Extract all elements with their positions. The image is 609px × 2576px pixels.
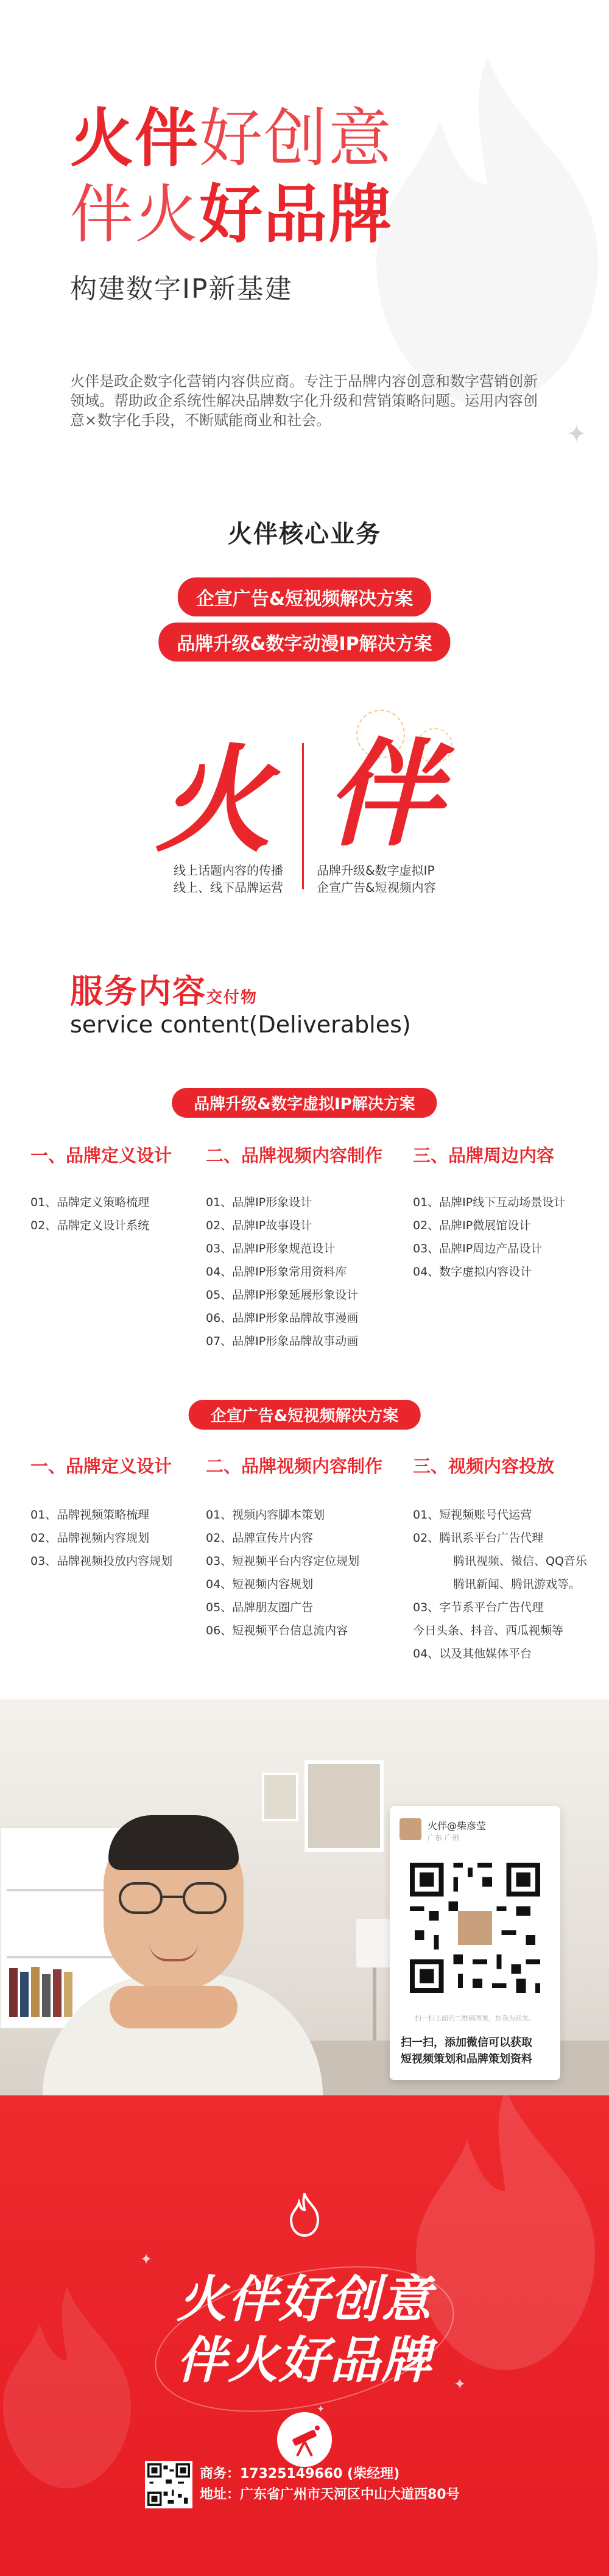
list-item: 03、短视频平台内容定位规划 — [206, 1554, 360, 1568]
wechat-location: 广东 广州 — [428, 1833, 459, 1842]
business-phone: 商务：17325149660 (柴经理) — [200, 2466, 400, 2482]
business-address: 地址：广东省广州市天河区中山大道西80号 — [200, 2487, 460, 2502]
list-item: 06、品牌IP形象品牌故事漫画 — [206, 1311, 359, 1325]
footer-slogan-1: 火伴好创意 — [177, 2271, 432, 2329]
sparkle-icon: ✦ — [454, 2376, 466, 2393]
qr-code-icon[interactable] — [145, 2461, 192, 2508]
list-item: 07、品牌IP形象品牌故事动画 — [206, 1335, 359, 1348]
plan-b-col-3-list — [413, 1503, 587, 1665]
list-item: 04、数字虚拟内容设计 — [413, 1265, 532, 1279]
list-item: 03、品牌IP周边产品设计 — [413, 1242, 543, 1255]
hero-subtitle: 构建数字IP新基建 — [70, 273, 293, 305]
plan-b-pill: 企宣广告&短视频解决方案 — [189, 1400, 421, 1430]
lamp-stand — [373, 1967, 376, 2041]
list-item: 04、品牌IP形象常用资料库 — [206, 1265, 347, 1279]
sparkle-icon: ✦ — [317, 2403, 325, 2415]
services-title-en: service content(Deliverables) — [70, 1011, 411, 1038]
list-item: 01、品牌IP形象设计 — [206, 1196, 312, 1209]
list-item: 今日头条、抖音、西瓜视频等 — [413, 1624, 564, 1637]
services-title-main: 服务内容 — [70, 972, 206, 1011]
list-item: 02、品牌IP故事设计 — [206, 1219, 312, 1232]
plan-b-col-2-head: 二、品牌视频内容制作 — [206, 1456, 383, 1477]
logo-left-caption — [174, 862, 283, 896]
person-hair — [108, 1815, 239, 1870]
plan-a-col-2-list — [206, 1191, 358, 1353]
glasses-icon — [119, 1882, 163, 1914]
list-item: 腾讯新闻、腾讯游戏等。 — [453, 1578, 581, 1591]
hero-line-2-red: 好品牌 — [199, 177, 393, 252]
logo-divider — [302, 743, 304, 889]
hero-line-1 — [70, 101, 393, 175]
footer-contact — [200, 2464, 460, 2505]
list-item: 02、品牌IP微展馆设计 — [413, 1219, 531, 1232]
wall-frame — [262, 1773, 298, 1821]
list-item: 01、品牌定义策略梳理 — [30, 1196, 150, 1209]
glasses-bridge — [163, 1896, 183, 1898]
caption-line: 品牌升级&数字虚拟IP — [317, 863, 435, 878]
plan-b-col-1-head: 一、品牌定义设计 — [30, 1456, 172, 1477]
plan-a-col-1-list — [30, 1191, 149, 1237]
list-item: 03、品牌视频投放内容规划 — [30, 1554, 173, 1568]
list-item: 05、品牌朋友圈广告 — [206, 1601, 314, 1614]
hero-line-1-thin: 好创意 — [199, 101, 393, 175]
list-item: 01、短视频账号代运营 — [413, 1508, 532, 1522]
list-item: 01、视频内容脚本策划 — [206, 1508, 325, 1522]
list-item: 06、短视频平台信息流内容 — [206, 1624, 348, 1637]
lamp — [356, 1919, 393, 1967]
list-item: 01、品牌IP线下互动场景设计 — [413, 1196, 566, 1209]
hero-line-2 — [70, 177, 393, 252]
plan-b-col-2-list — [206, 1503, 359, 1642]
caption-line: 线上、线下品牌运营 — [174, 880, 283, 895]
list-item: 02、品牌定义设计系统 — [30, 1219, 150, 1232]
footer — [0, 2095, 609, 2576]
wechat-tip: 扫一扫上面的二维码图案，加我为朋友。 — [415, 2014, 535, 2022]
list-item: 02、品牌宣传片内容 — [206, 1531, 314, 1545]
core-business-title: 火伴核心业务 — [228, 520, 381, 548]
wechat-name: 火伴@柴彦莹 — [428, 1820, 487, 1832]
logo-right-caption — [317, 862, 436, 896]
services-title — [70, 965, 258, 1012]
list-item: 01、品牌视频策略梳理 — [30, 1508, 150, 1522]
list-item: 02、腾讯系平台广告代理 — [413, 1531, 544, 1545]
services-title-small: 交付物 — [206, 989, 258, 1007]
logo-char-huo: 火 — [155, 733, 272, 868]
hero-line-2-thin: 伴火 — [70, 177, 200, 252]
plan-a-pill: 品牌升级&数字虚拟IP解决方案 — [172, 1088, 437, 1118]
wall-frame — [304, 1760, 384, 1852]
caption-line: 企宣广告&短视频内容 — [317, 880, 436, 895]
list-item: 03、字节系平台广告代理 — [413, 1601, 544, 1614]
avatar — [400, 1818, 421, 1840]
list-item: 04、短视频内容规划 — [206, 1578, 314, 1591]
intro-paragraph: 火伴是政企数字化营销内容供应商。专注于品牌内容创意和数字营销创新领域。帮助政企系统性解决品牌数字化升级和营销策略问题。运用内容创意×数字化手段，不断赋能商业和社会。 — [70, 373, 538, 429]
core-item-pill: 企宣广告&短视频解决方案 — [178, 577, 431, 616]
plan-b-col-3-head: 三、视频内容投放 — [413, 1456, 555, 1477]
cta-line: 扫一扫，添加微信可以获取 — [401, 2036, 532, 2049]
plan-a-col-1-head: 一、品牌定义设计 — [30, 1145, 172, 1166]
wechat-cta — [401, 2034, 553, 2067]
hands — [110, 1986, 238, 2028]
plan-a-col-3-list — [413, 1191, 565, 1283]
hero-line-1-red: 火伴 — [70, 101, 200, 175]
cta-line: 短视频策划和品牌策划资料 — [401, 2053, 532, 2066]
glasses-icon — [183, 1882, 227, 1914]
telescope-logo-icon — [277, 2412, 332, 2467]
plan-b-col-1-list — [30, 1503, 172, 1573]
plan-a-col-2-head: 二、品牌视频内容制作 — [206, 1145, 383, 1166]
footer-slogan-2: 伴火好品牌 — [177, 2332, 432, 2390]
flame-icon — [286, 2193, 323, 2237]
sparkle-icon: ✦ — [140, 2251, 153, 2268]
list-item: 05、品牌IP形象延展形象设计 — [206, 1288, 359, 1302]
list-item: 03、品牌IP形象规范设计 — [206, 1242, 336, 1255]
caption-line: 线上话题内容的传播 — [174, 863, 283, 878]
plan-a-col-3-head: 三、品牌周边内容 — [413, 1145, 555, 1166]
list-item: 02、品牌视频内容规划 — [30, 1531, 150, 1545]
wechat-card — [390, 1806, 560, 2080]
core-item-pill: 品牌升级&数字动漫IP解决方案 — [158, 623, 450, 662]
list-item: 腾讯视频、微信、QQ音乐 — [453, 1554, 587, 1568]
qr-code-icon[interactable] — [405, 1858, 545, 1998]
sparkle-icon: ✦ — [566, 420, 587, 448]
list-item: 04、以及其他媒体平台 — [413, 1647, 532, 1660]
logo-char-ban: 伴 — [326, 727, 442, 862]
